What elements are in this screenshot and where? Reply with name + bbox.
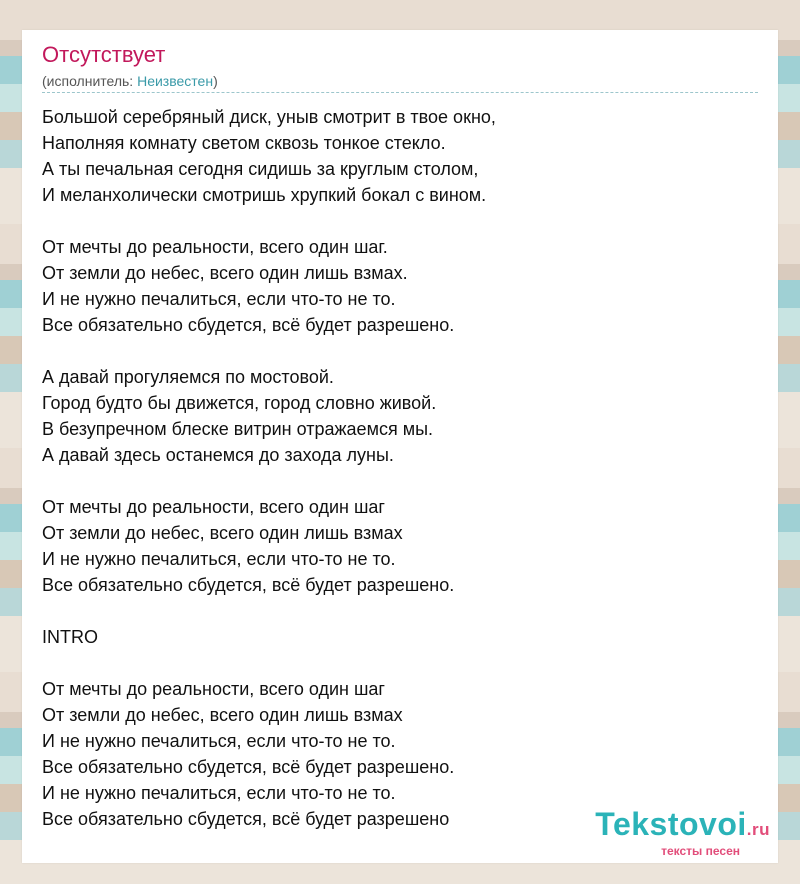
- lyrics-line: INTRO: [42, 627, 98, 647]
- song-title: Отсутствует: [42, 42, 166, 67]
- artist-link[interactable]: Неизвестен: [137, 73, 214, 89]
- lyrics-line: И не нужно печалиться, если что-то не то.: [42, 289, 396, 309]
- lyrics-line: Все обязательно сбудется, всё будет разрешено: [42, 809, 450, 829]
- lyrics-line: Наполняя комнату светом сквозь тонкое стекло.: [42, 133, 446, 153]
- site-logo[interactable]: [595, 806, 770, 858]
- lyrics-line: Город будто бы движется, город словно живой.: [42, 393, 437, 413]
- lyrics-body: [42, 104, 752, 858]
- lyrics-line: От мечты до реальности, всего один шаг: [42, 497, 385, 517]
- lyrics-line: И не нужно печалиться, если что-то не то.: [42, 549, 396, 569]
- lyrics-line: Большой серебряный диск, уныв смотрит в твое окно,: [42, 107, 496, 127]
- logo-name: Tekstovoi: [595, 806, 747, 842]
- lyrics-line: И меланхолически смотришь хрупкий бокал с вином.: [42, 185, 487, 205]
- title-divider: [42, 92, 758, 93]
- lyrics-stanza: [42, 624, 752, 650]
- lyrics-line: От мечты до реальности, всего один шаг: [42, 679, 385, 699]
- lyrics-card: [22, 30, 778, 863]
- artist-suffix: ): [213, 73, 218, 89]
- lyrics-stanza: [42, 104, 752, 208]
- lyrics-line: От мечты до реальности, всего один шаг.: [42, 237, 388, 257]
- lyrics-line: А давай прогуляемся по мостовой.: [42, 367, 334, 387]
- artist-line: [42, 73, 218, 89]
- lyrics-line: И не нужно печалиться, если что-то не то.: [42, 731, 396, 751]
- lyrics-line: А ты печальная сегодня сидишь за круглым столом,: [42, 159, 479, 179]
- lyrics-line: Все обязательно сбудется, всё будет разрешено.: [42, 575, 455, 595]
- lyrics-line: От земли до небес, всего один лишь взмах.: [42, 263, 408, 283]
- lyrics-line: От земли до небес, всего один лишь взмах: [42, 705, 403, 725]
- logo-tld: .ru: [746, 820, 770, 839]
- logo-wordmark: [595, 806, 770, 845]
- lyrics-line: Все обязательно сбудется, всё будет разрешено.: [42, 757, 455, 777]
- lyrics-line: И не нужно печалиться, если что-то не то.: [42, 783, 396, 803]
- lyrics-stanza: [42, 494, 752, 598]
- lyrics-line: В безупречном блеске витрин отражаемся мы.: [42, 419, 434, 439]
- lyrics-line: От земли до небес, всего один лишь взмах: [42, 523, 403, 543]
- lyrics-line: А давай здесь останемся до захода луны.: [42, 445, 394, 465]
- lyrics-stanza: [42, 364, 752, 468]
- lyrics-line: Все обязательно сбудется, всё будет разрешено.: [42, 315, 455, 335]
- logo-tagline: тексты песен: [661, 844, 740, 858]
- artist-prefix: (исполнитель:: [42, 73, 138, 89]
- lyrics-stanza: [42, 234, 752, 338]
